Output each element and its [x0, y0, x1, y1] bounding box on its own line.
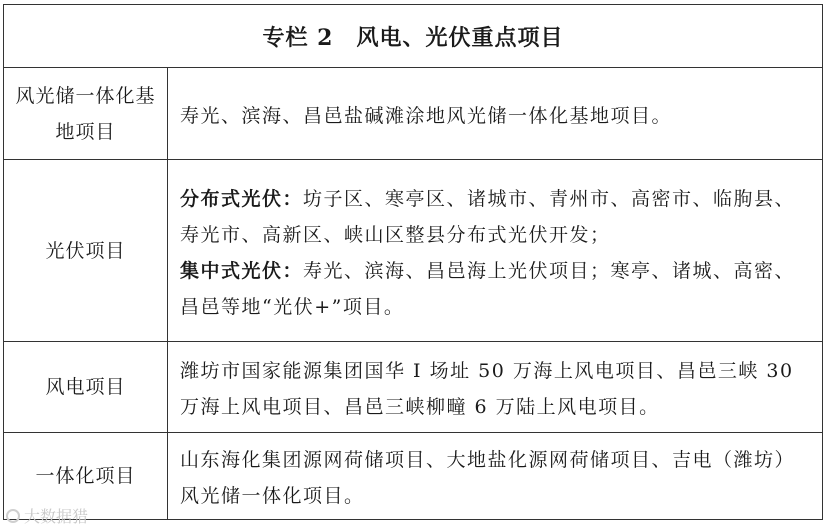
row-content [168, 68, 822, 159]
watermark-text: 大数据猎 [24, 507, 89, 526]
watermark-logo-icon [6, 509, 20, 523]
row-category: 光伏项目 [4, 160, 168, 341]
row-category: 一体化项目 [4, 433, 168, 519]
row-content [168, 342, 822, 432]
paragraph-text: 寿光、滨海、昌邑盐碱滩涂地风光储一体化基地项目。 [180, 104, 673, 127]
row-paragraph [180, 181, 810, 253]
row-category: 风光储一体化基地项目 [4, 68, 168, 159]
row-content [168, 160, 822, 341]
row-paragraph [180, 98, 810, 134]
paragraph-label: 分布式光伏： [180, 187, 304, 210]
watermark [6, 504, 88, 527]
row-paragraph [180, 442, 810, 514]
paragraph-label: 集中式光伏： [180, 259, 304, 282]
table-row [4, 160, 822, 342]
row-paragraph [180, 253, 810, 325]
table-row [4, 68, 822, 160]
table-title: 专栏 2 风电、光伏重点项目 [4, 5, 822, 68]
paragraph-text: 山东海化集团源网荷储项目、大地盐化源网荷储项目、吉电（潍坊）风光储一体化项目。 [180, 449, 796, 507]
row-content [168, 433, 822, 519]
row-category: 风电项目 [4, 342, 168, 432]
projects-table [3, 4, 823, 520]
paragraph-text: 坊子区、寒亭区、诸城市、青州市、高密市、临朐县、寿光市、高新区、峡山区整县分布式光伏开发； [180, 187, 796, 246]
row-paragraph [180, 353, 810, 425]
table-row [4, 342, 822, 433]
paragraph-text: 寿光、滨海、昌邑海上光伏项目；寒亭、诸城、高密、昌邑等地“光伏+”项目。 [180, 259, 796, 318]
paragraph-text: 潍坊市国家能源集团国华 I 场址 50 万海上风电项目、昌邑三峡 30 万海上风电项目、昌邑三峡柳疃 6 万陆上风电项目。 [180, 360, 794, 418]
table-row [4, 433, 822, 519]
